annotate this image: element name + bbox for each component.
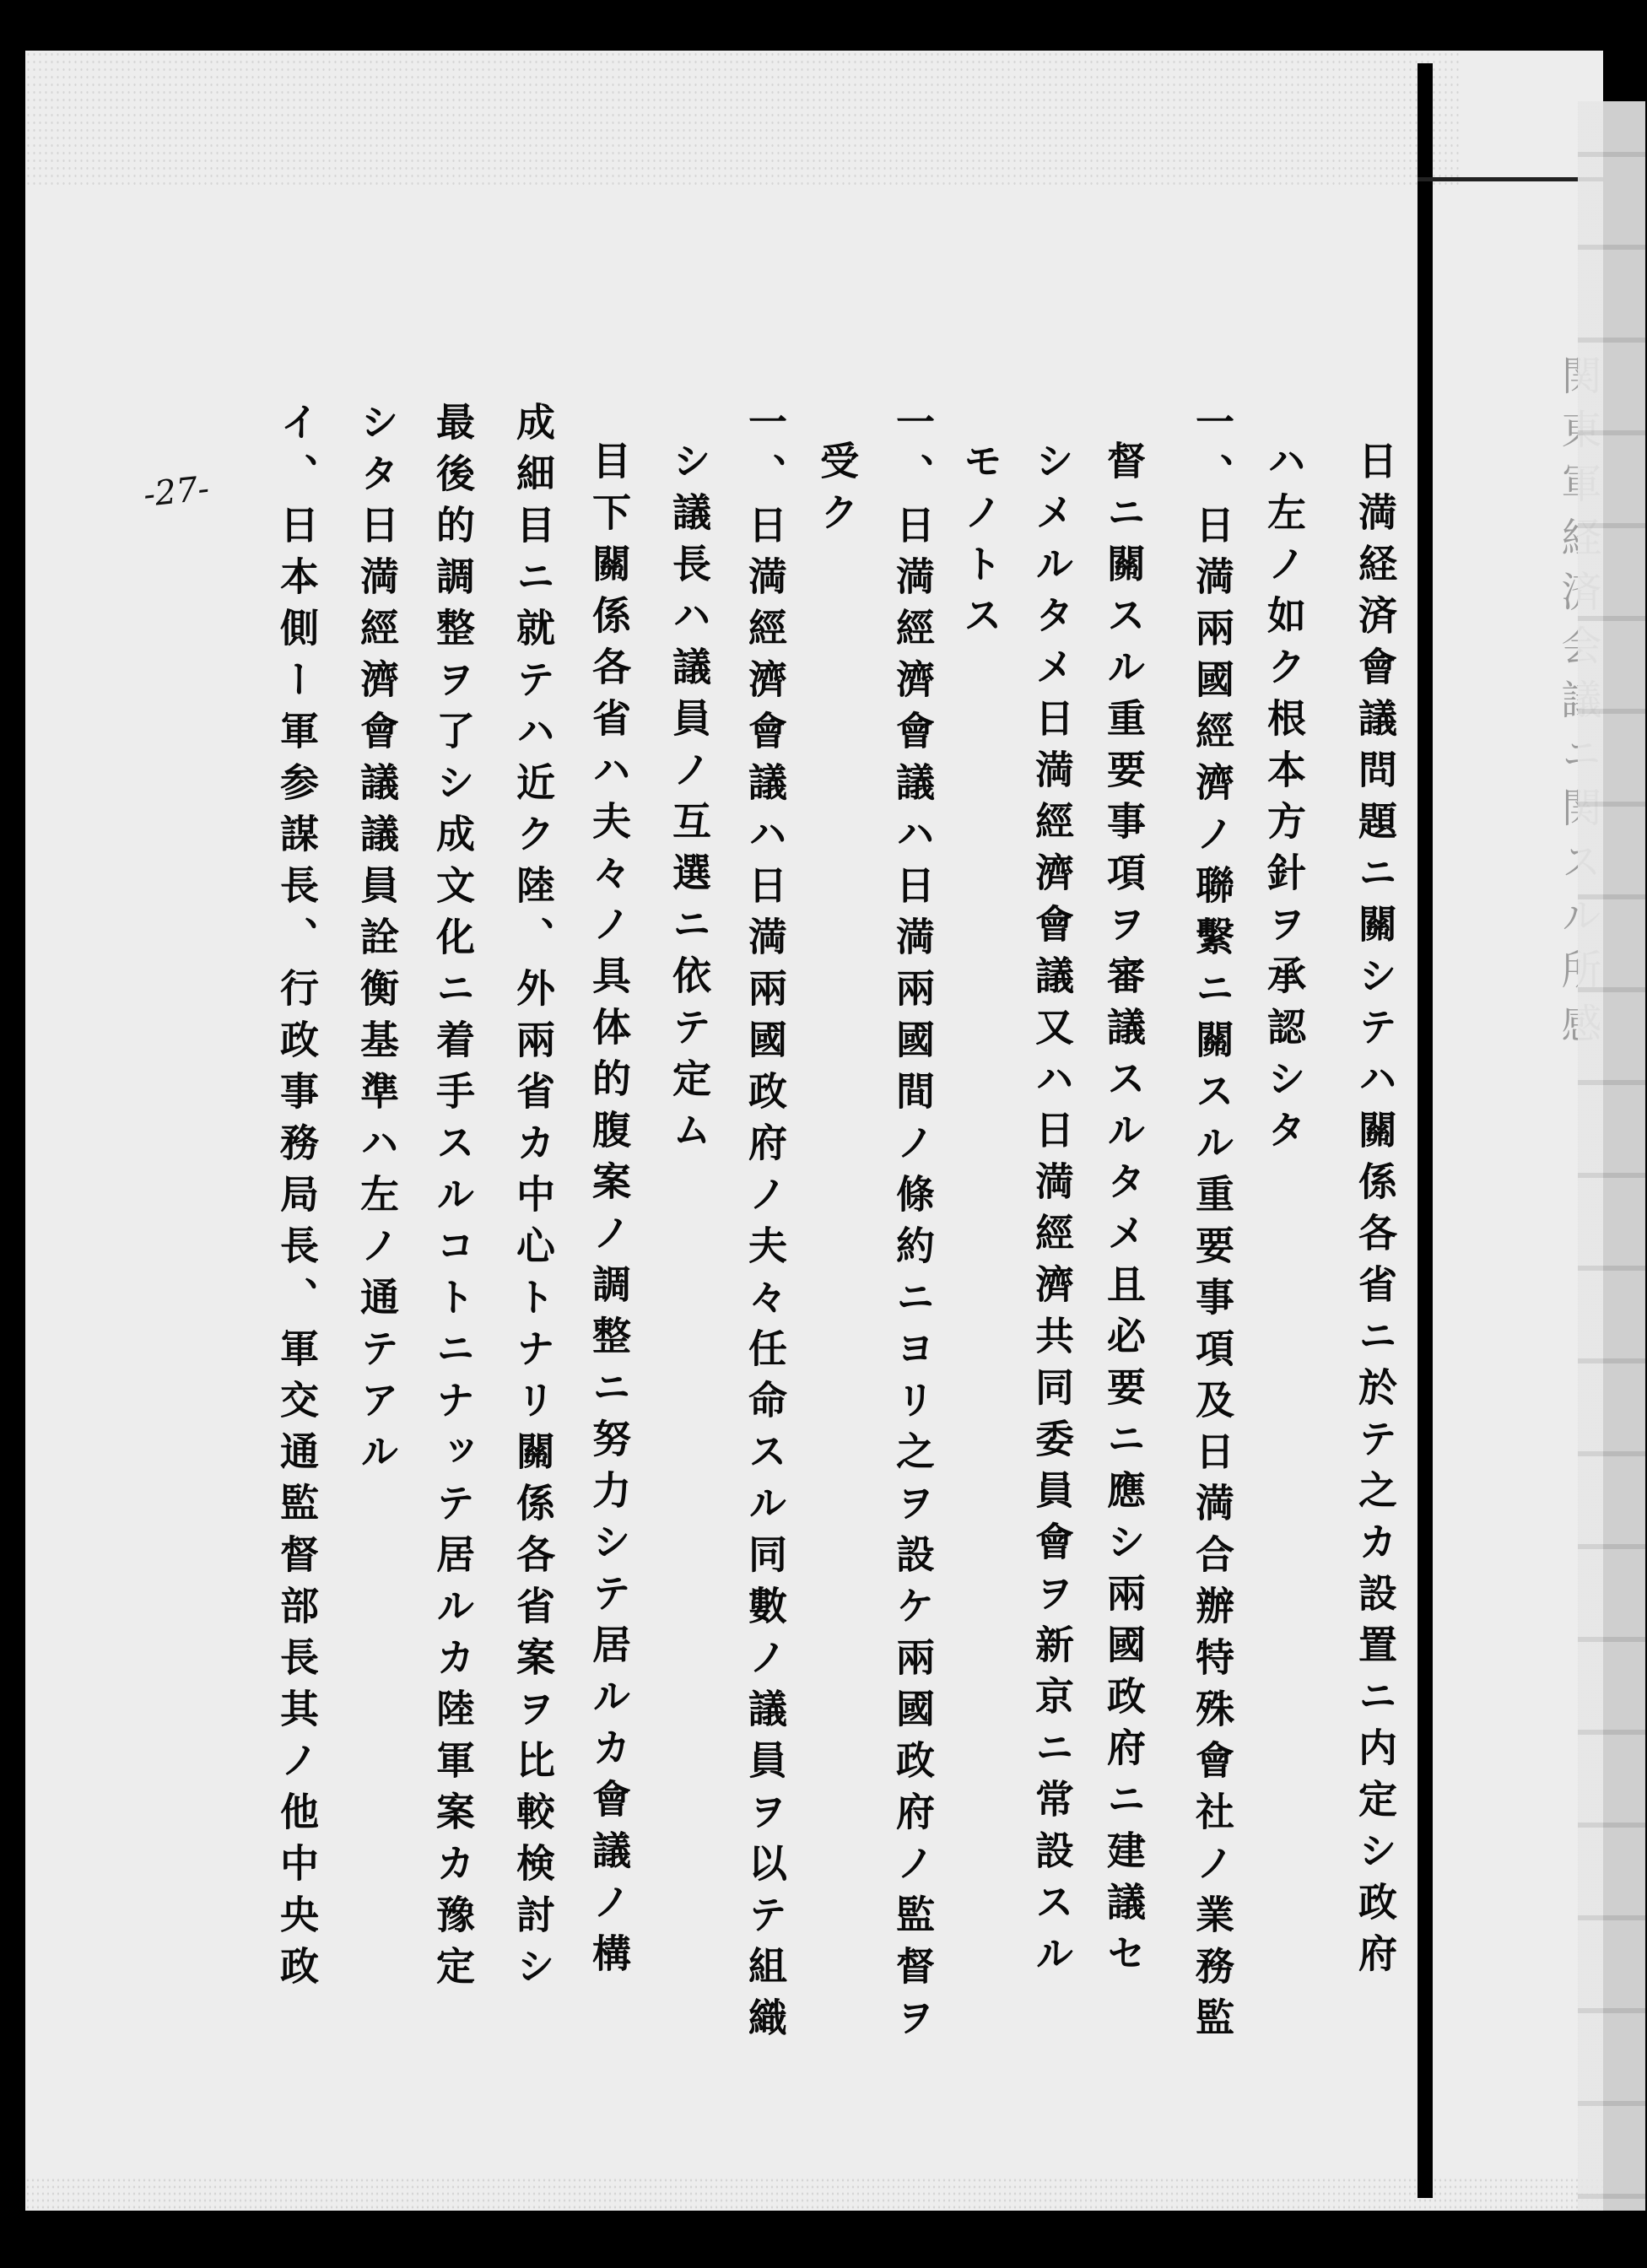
- text-column-2: ハ左ノ如ク根本方針ヲ承認シタ: [1261, 440, 1307, 1161]
- text-column-7: 一、日満經濟會議ハ日満兩國間ノ條約ニヨリ之ヲ設ケ兩國政府ノ監督ヲ: [890, 402, 936, 2049]
- scan-noise-bottom: [25, 2177, 1603, 2211]
- page-number: -27-: [141, 469, 212, 515]
- text-column-10: シ議長ハ議員ノ互選ニ依テ定ム: [667, 440, 712, 1161]
- text-column-4: 督ニ關スル重要事項ヲ審議スルタメ且必要ニ應シ兩國政府ニ建議セ: [1101, 440, 1147, 1984]
- text-column-6: モノトス: [958, 440, 1003, 646]
- text-column-12: 成細目ニ就テハ近ク陸、外兩省カ中心トナリ關係各省案ヲ比較検討シ: [510, 402, 556, 1997]
- header-rule: [1418, 177, 1603, 181]
- page-fold-line: [1418, 63, 1433, 2198]
- text-column-9: 一、日満經濟會議ハ日満兩國政府ノ夫々任命スル同數ノ議員ヲ以テ組織: [742, 402, 788, 2049]
- text-column-5: シメルタメ日満經濟會議又ハ日満經濟共同委員會ヲ新京ニ常設スル: [1029, 440, 1075, 1984]
- scan-noise-top: [25, 51, 1460, 186]
- document-page: [25, 51, 1603, 2211]
- text-column-14: シタ日満經濟會議議員詮衡基準ハ左ノ通テアル: [354, 402, 400, 1482]
- text-column-15: イ、日本側ー軍参謀長、行政事務局長、軍交通監督部長其ノ他中央政: [274, 402, 320, 1997]
- text-column-1: 日満経済會議問題ニ關シテハ關係各省ニ於テ之カ設置ニ内定シ政府: [1353, 440, 1398, 1984]
- text-column-3: 一、日満兩國經濟ノ聯繫ニ關スル重要事項及日満合辦特殊會社ノ業務監: [1190, 402, 1235, 2049]
- adjacent-page-edge: [1578, 101, 1645, 2211]
- text-column-8: 受ク: [814, 440, 860, 543]
- text-column-13: 最後的調整ヲ了シ成文化ニ着手スルコトニナッテ居ルカ陸軍案カ豫定: [430, 402, 476, 1997]
- text-column-11: 目下關係各省ハ夫々ノ具体的腹案ノ調整ニ努力シテ居ルカ會議ノ構: [586, 440, 632, 1984]
